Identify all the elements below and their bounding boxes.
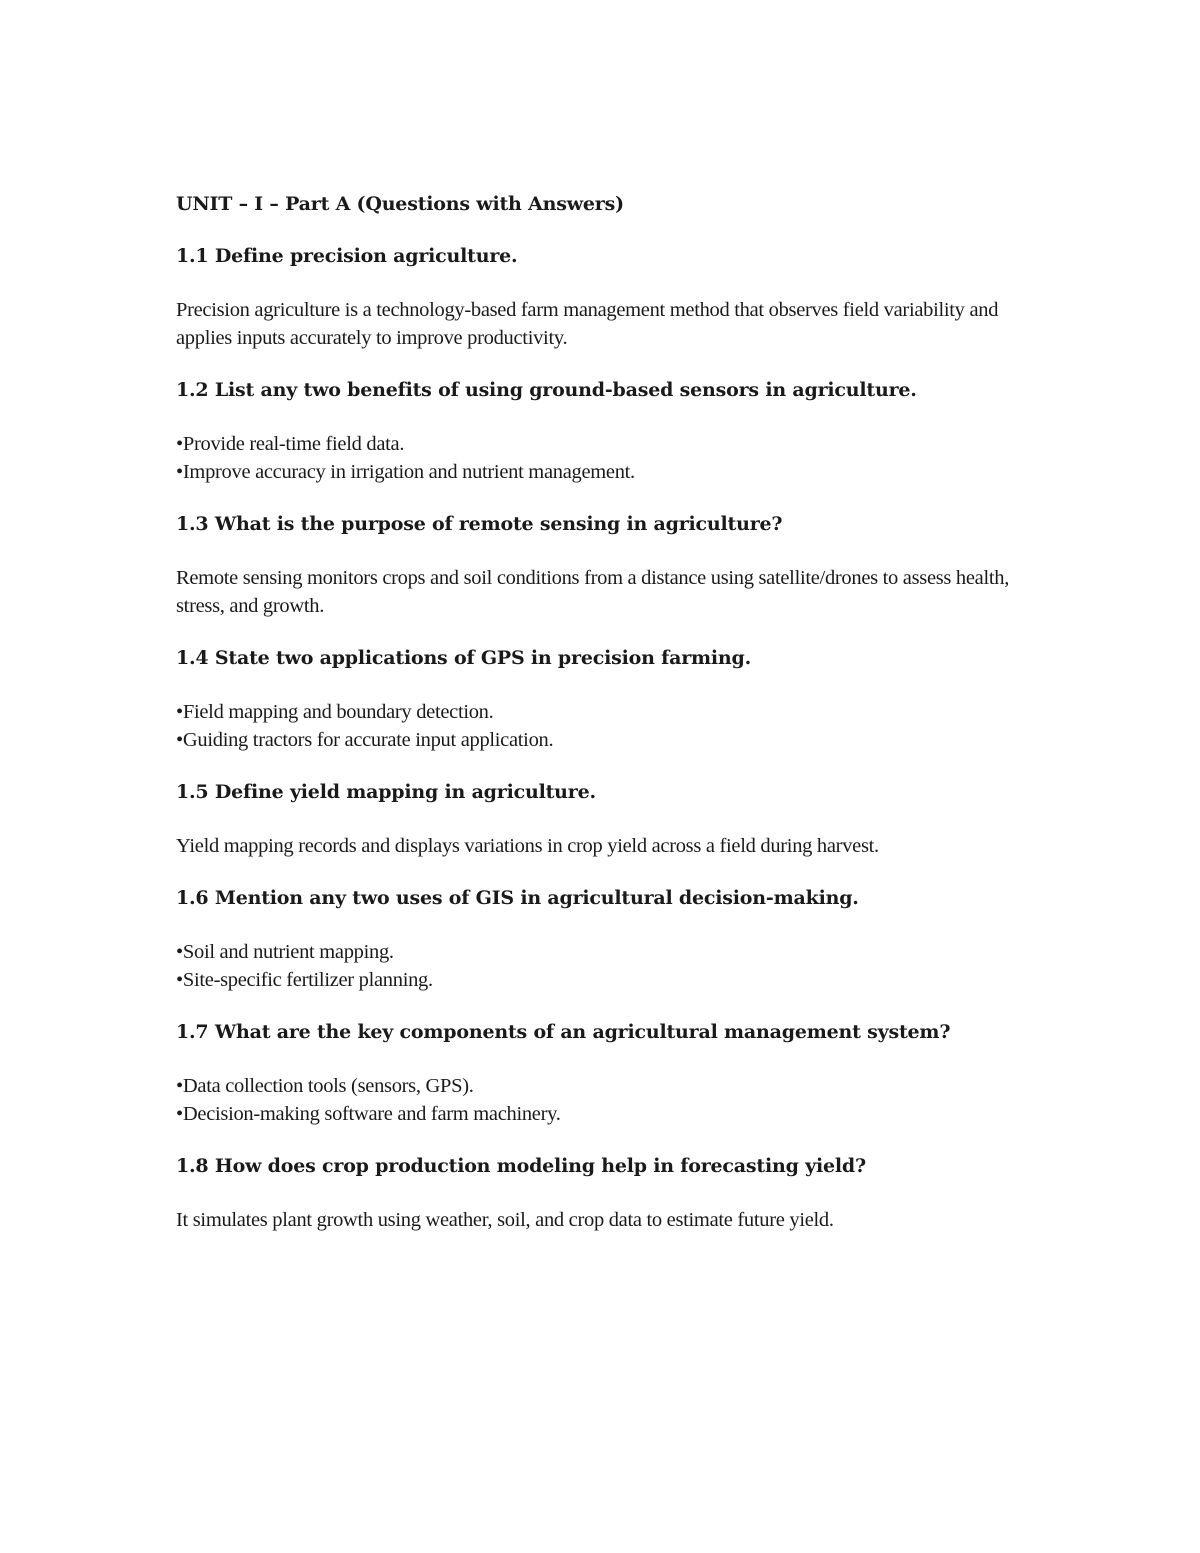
answer-text: It simulates plant growth using weather, soil, and crop data to estimate future yield. (176, 1209, 834, 1231)
question-heading: 1.1 Define precision agriculture. (176, 245, 518, 267)
answer-text: Remote sensing monitors crops and soil conditions from a distance using satellite/drones to assess health, stress, and growth. (176, 567, 1010, 617)
list-item: • Soil and nutrient mapping. (176, 938, 1046, 966)
list-item: • Decision-making software and farm machinery. (176, 1100, 1046, 1128)
section-1-6 (176, 884, 1046, 994)
section-1-3 (176, 510, 1046, 620)
list-item: • Field mapping and boundary detection. (176, 698, 1046, 726)
question-heading: 1.8 How does crop production modeling help in forecasting yield? (176, 1155, 866, 1177)
question-heading: 1.5 Define yield mapping in agriculture. (176, 781, 596, 803)
section-1-1 (176, 242, 1046, 352)
section-1-2 (176, 376, 1046, 486)
question-heading: 1.4 State two applications of GPS in precision farming. (176, 647, 752, 669)
list-item: • Improve accuracy in irrigation and nutrient management. (176, 458, 1046, 486)
list-item: • Site-specific fertilizer planning. (176, 966, 1046, 994)
list-item: • Guiding tractors for accurate input application. (176, 726, 1046, 754)
section-1-4 (176, 644, 1046, 754)
answer-bullet-list (176, 430, 1046, 486)
answer-bullet-list (176, 1072, 1046, 1128)
question-heading: 1.6 Mention any two uses of GIS in agricultural decision-making. (176, 887, 859, 909)
section-1-5 (176, 778, 1046, 860)
answer-text: Yield mapping records and displays variations in crop yield across a field during harvest. (176, 835, 879, 857)
question-heading: 1.2 List any two benefits of using ground-based sensors in agriculture. (176, 379, 917, 401)
answer-bullet-list (176, 938, 1046, 994)
list-item: • Provide real-time field data. (176, 430, 1046, 458)
answer-bullet-list (176, 698, 1046, 754)
question-heading: 1.7 What are the key components of an agricultural management system? (176, 1021, 951, 1043)
answer-text: Precision agriculture is a technology-based farm management method that observes field variability and applies inputs accurately to improve productivity. (176, 299, 999, 349)
document-title: UNIT – I – Part A (Questions with Answers) (176, 193, 624, 215)
list-item: • Data collection tools (sensors, GPS). (176, 1072, 1046, 1100)
question-heading: 1.3 What is the purpose of remote sensing in agriculture? (176, 513, 783, 535)
document-body (176, 190, 1046, 1258)
section-1-7 (176, 1018, 1046, 1128)
section-1-8 (176, 1152, 1046, 1234)
